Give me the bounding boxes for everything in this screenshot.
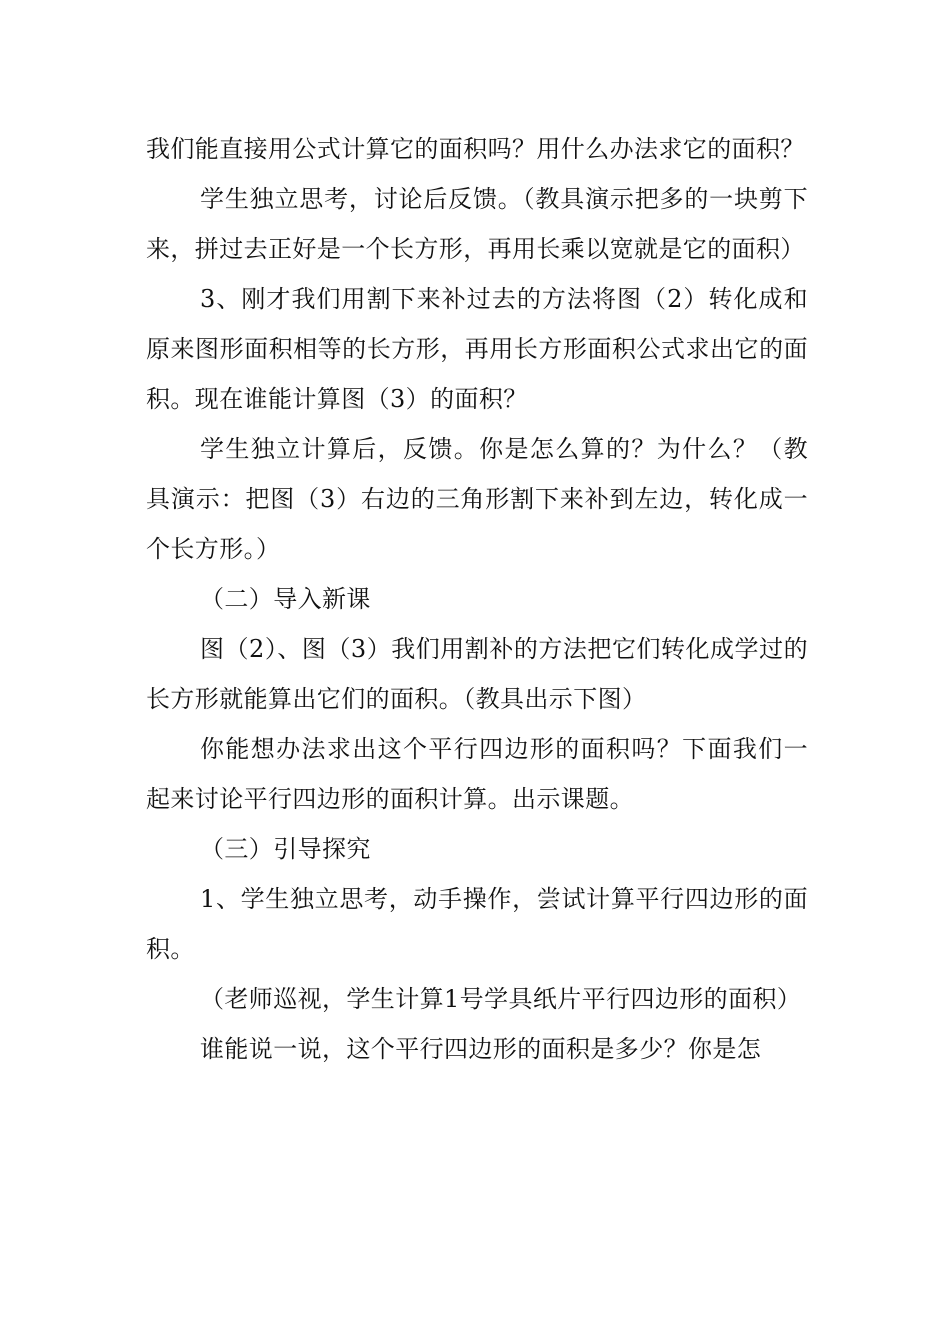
document-body (146, 124, 808, 1074)
paragraph-parallelogram-question: 你能想办法求出这个平行四边形的面积吗？下面我们一起来讨论平行四边形的面积计算。出示课题。 (146, 735, 808, 813)
paragraph-student-feedback-2: 学生独立计算后，反馈。你是怎么算的？为什么？（教具演示：把图（3）右边的三角形割下来补到左边，转化成一个长方形。） (146, 435, 808, 563)
paragraph-who-can-say: 谁能说一说，这个平行四边形的面积是多少？你是怎 (200, 1035, 762, 1063)
section-heading-guided-inquiry: （三）引导探究 (200, 835, 371, 863)
paragraph-question-area: 我们能直接用公式计算它的面积吗？用什么办法求它的面积？ (146, 135, 805, 163)
paragraph-step-1: 1、学生独立思考，动手操作，尝试计算平行四边形的面积。 (146, 885, 808, 963)
paragraph-figures-transform: 图（2）、图（3）我们用割补的方法把它们转化成学过的长方形就能算出它们的面积。（教具出示下图） (146, 635, 808, 713)
section-heading-new-lesson: （二）导入新课 (200, 585, 371, 613)
paragraph-teacher-observe: （老师巡视，学生计算1号学具纸片平行四边形的面积） (200, 985, 802, 1013)
paragraph-step-3: 3、刚才我们用割下来补过去的方法将图（2）转化成和原来图形面积相等的长方形，再用长方形面积公式求出它的面积。现在谁能计算图（3）的面积？ (146, 285, 808, 413)
paragraph-student-feedback-1: 学生独立思考，讨论后反馈。（教具演示把多的一块剪下来，拼过去正好是一个长方形，再用长乘以宽就是它的面积） (146, 185, 808, 263)
